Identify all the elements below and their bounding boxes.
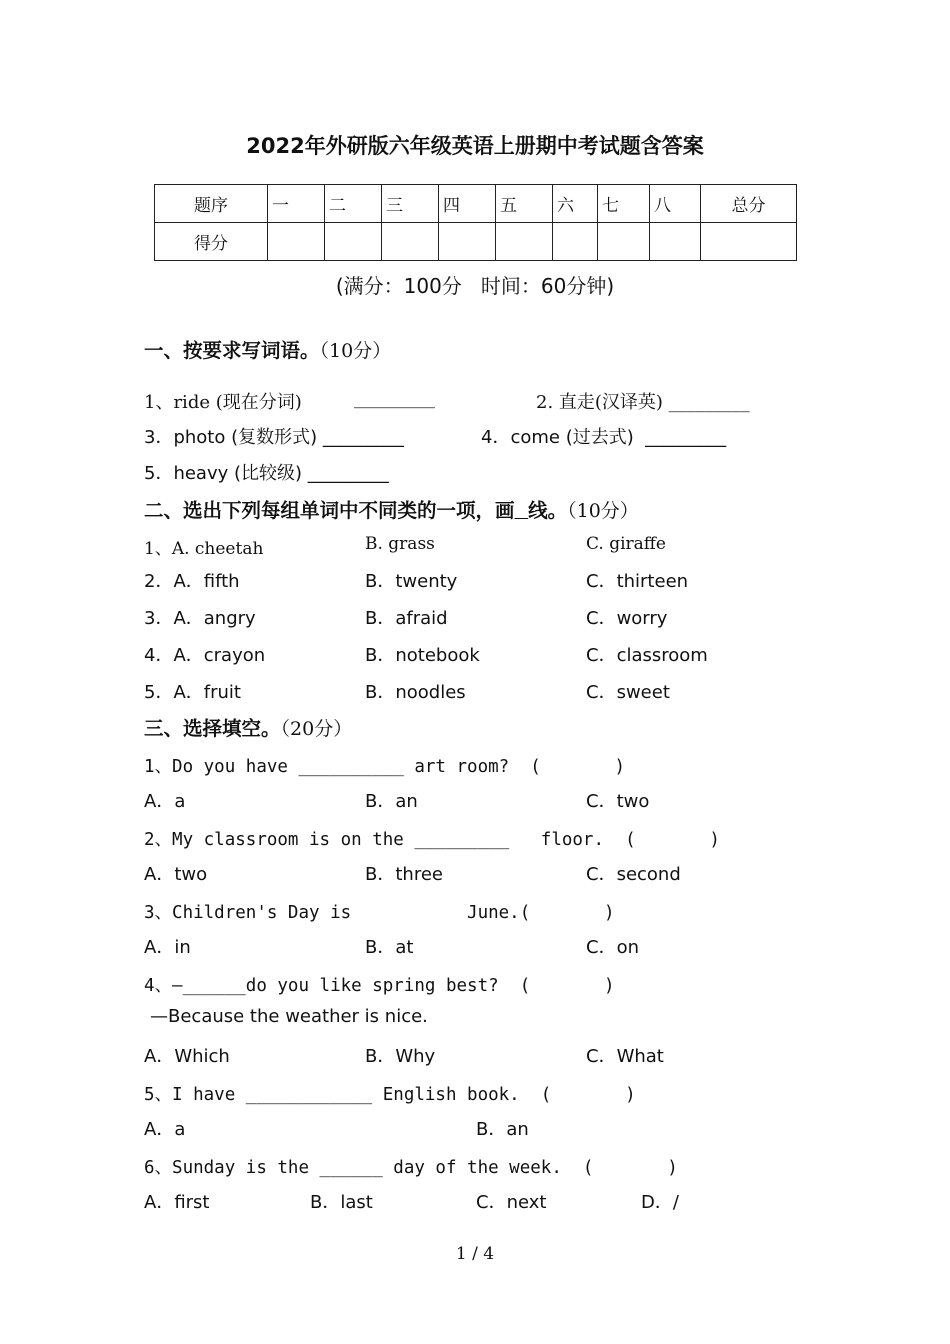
q1-option: A．a	[144, 791, 186, 812]
score-table	[154, 184, 797, 261]
section1-item: 1、ride (现在分词)	[144, 392, 302, 413]
q6-option: C．next	[476, 1192, 547, 1213]
section2-option: 3．A．angry	[144, 608, 256, 629]
score-row-label: 得分	[155, 223, 268, 261]
q3-option: B．at	[365, 937, 414, 958]
section2-option: 5．A．fruit	[144, 682, 241, 703]
section1-item: 4．come (过去式) _________	[481, 427, 727, 448]
score-cell	[496, 223, 553, 261]
header-cell: 题序	[155, 185, 268, 223]
score-cell	[439, 223, 496, 261]
section1-item: 5．heavy (比较级) _________	[144, 463, 389, 484]
question-3: 3、Children's Day is June.( )	[144, 903, 615, 923]
section2-option: B．afraid	[365, 608, 448, 629]
header-cell: 六	[553, 185, 598, 223]
q1-option: B．an	[365, 791, 418, 812]
question-1: 1、Do you have __________ art room? ( )	[144, 757, 626, 777]
q2-option: B．three	[365, 864, 443, 885]
section1-blank: _________	[354, 388, 435, 409]
question-4: 4、—______do you like spring best? ( )	[144, 976, 615, 996]
q6-option: B．last	[310, 1192, 373, 1213]
q4-option: B．Why	[365, 1046, 436, 1067]
section2-option: C．thirteen	[586, 571, 689, 592]
score-cell	[382, 223, 439, 261]
q4-option: C．What	[586, 1046, 664, 1067]
section2-option: C．sweet	[586, 682, 670, 703]
header-cell: 四	[439, 185, 496, 223]
q3-option: C．on	[586, 937, 639, 958]
q6-option: D．/	[641, 1192, 679, 1213]
score-cell	[325, 223, 382, 261]
q2-option: C．second	[586, 864, 681, 885]
question-6: 6、Sunday is the ______ day of the week. ( )	[144, 1158, 678, 1178]
header-cell: 三	[382, 185, 439, 223]
page-title: 2022年外研版六年级英语上册期中考试题含答案	[246, 134, 704, 158]
question-2: 2、My classroom is on the _________ floor. ( )	[144, 830, 720, 850]
q3-option: A．in	[144, 937, 191, 958]
section2-option: 4．A．crayon	[144, 645, 266, 666]
section1-item: 2. 直走(汉译英) _________	[536, 392, 750, 413]
section2-heading: 二、选出下列每组单词中不同类的一项，画 线。（10分）	[144, 499, 639, 522]
section2-option: B. grass	[365, 534, 435, 554]
score-cell	[268, 223, 325, 261]
section2-option: B．twenty	[365, 571, 458, 592]
score-cell	[701, 223, 797, 261]
section2-option: C．classroom	[586, 645, 708, 666]
header-cell: 五	[496, 185, 553, 223]
header-cell: 七	[598, 185, 650, 223]
section2-option: 2．A．fifth	[144, 571, 240, 592]
score-cell	[650, 223, 701, 261]
section2-option: C．worry	[586, 608, 668, 629]
section1-item: 3．photo (复数形式) _________	[144, 427, 404, 448]
header-cell: 总分	[701, 185, 797, 223]
section2-option: B．notebook	[365, 645, 480, 666]
exam-info: (满分：100分 时间：60分钟)	[335, 274, 615, 298]
section2-option: 1、A. cheetah	[144, 539, 264, 559]
q6-option: A．first	[144, 1192, 210, 1213]
score-table-score-row	[155, 223, 797, 261]
q5-option: A．a	[144, 1119, 186, 1140]
section1-heading: 一、按要求写词语。（10分）	[144, 339, 392, 362]
q2-option: A．two	[144, 864, 208, 885]
page-number: 1 / 4	[455, 1244, 495, 1264]
question-5: 5、I have ____________ English book. ( )	[144, 1085, 636, 1105]
section2-option: C. giraffe	[586, 534, 666, 554]
score-cell	[598, 223, 650, 261]
q4-reply: —Because the weather is nice.	[150, 1006, 428, 1027]
section3-heading: 三、选择填空。（20分）	[144, 717, 353, 740]
score-cell	[553, 223, 598, 261]
score-table-header-row	[155, 185, 797, 223]
header-cell: 一	[268, 185, 325, 223]
header-cell: 八	[650, 185, 701, 223]
q1-option: C．two	[586, 791, 650, 812]
header-cell: 二	[325, 185, 382, 223]
q5-option: B．an	[476, 1119, 529, 1140]
section2-option: B．noodles	[365, 682, 466, 703]
q4-option: A．Which	[144, 1046, 230, 1067]
